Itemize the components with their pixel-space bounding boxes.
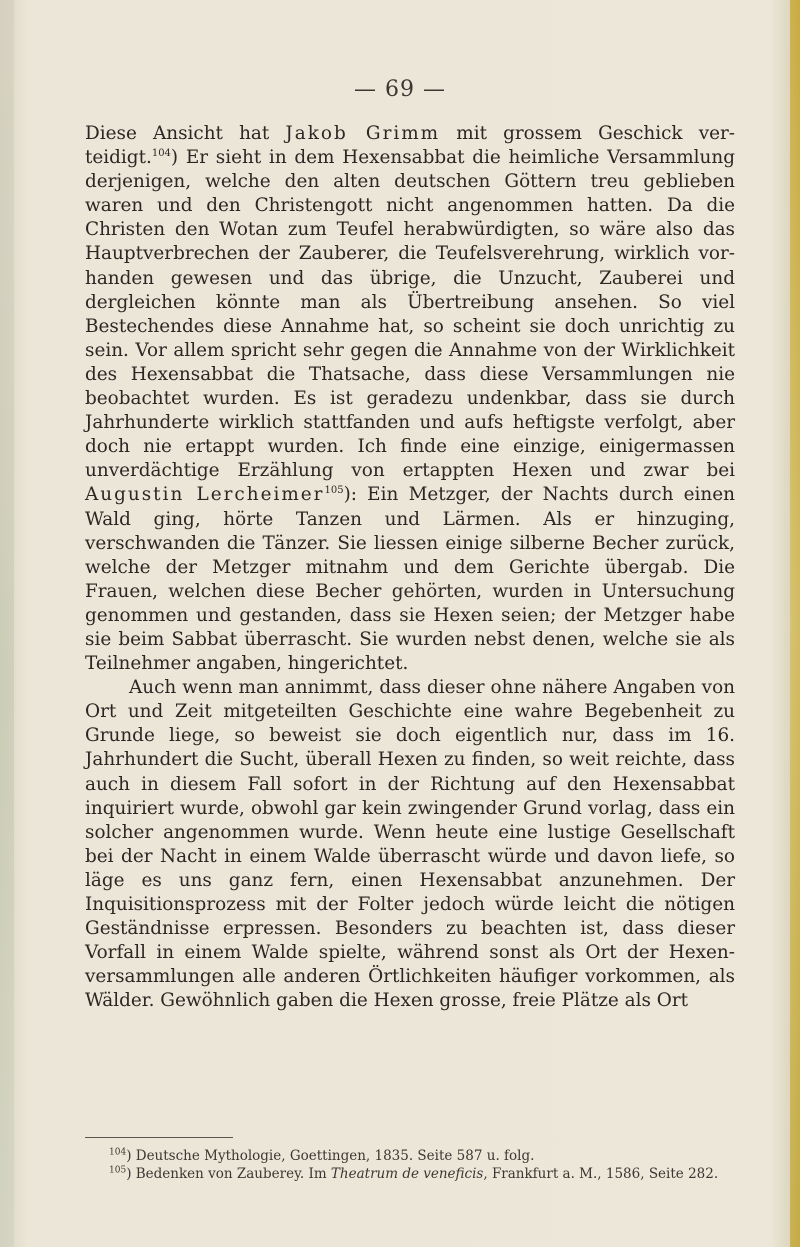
spaced-name: Jakob Grimm (285, 123, 441, 144)
page-number: — 69 — (354, 77, 446, 102)
spaced-name: Augustin Lercheimer (85, 484, 325, 506)
footnote-105 (85, 1165, 735, 1183)
footnote-text: ) Deutsche Mythologie, Goettingen, 1835. Seite 587 u. folg. (126, 1148, 535, 1164)
gilt-page-edge (790, 0, 800, 1247)
footnotes (85, 1147, 735, 1183)
footnote-number: 104 (109, 1147, 127, 1158)
paragraph-2 (85, 676, 735, 1013)
text-run: ): Ein Metzger, der Nachts durch einen Wald ging, hörte Tanzen und Lärmen. Als er hinzuging, verschwanden die Tänzer. Sie liessen einige silberne Becher zurück, welche der Metzger mitnahm und dem Gerichte übergab. Die Frauen, welchen diese Becher gehörten, wurden in Untersuchung genommen und gestanden, dass sie Hexen seien; der Metzger habe sie beim Sabbat überrascht. Sie wurden nebst denen, welche sie als Teilnehmer angaben, hingerichtet. (85, 484, 736, 675)
page-left-edge (0, 0, 14, 1247)
footnote-number: 105 (109, 1165, 127, 1176)
footnote-marker: 104 (151, 147, 171, 159)
text-run: Auch wenn man annimmt, dass dieser ohne nähere Angaben von Ort und Zeit mitgeteilten Geschichte eine wahre Begebenheit zu Grunde liege, so beweist sie doch eigentlich nur, dass im 16. Jahrhundert die Sucht, überall Hexen zu finden, so weit reichte, dass auch in diesem Fall sofort in der Richtung auf den Hexensabbat inquiriert wurde, obwohl gar kein zwingender Grund vorlag, dass ein solcher angenommen wurde. Wenn heute eine lustige Gesellschaft bei der Nacht in einem Walde überrascht würde und davon liefe, so läge es uns ganz fern, einen Hexensabbat anzunehmen. Der Inquisitionsprozess mit der Folter jedoch würde leicht die nötigen Geständnisse erpressen. Besonders zu beachten ist, dass dieser Vorfall in einem Walde spielte, während sonst als Ort der Hexenversammlungen alle anderen Örtlichkeiten häufiger vorkommen, als Wälder. Gewöhnlich gaben die Hexen grosse, freie Plätze als Ort (85, 677, 735, 1012)
footnote-104 (85, 1147, 735, 1165)
footnote-text: ) Bedenken von Zauberey. Im (126, 1166, 331, 1182)
paragraph-1 (85, 122, 735, 676)
footnote-marker: 105 (324, 485, 344, 497)
text-run: ) Er sieht in dem Hexensabbat die heimliche Versammlung derjenigen, welche den alten deutschen Göttern treu geblieben waren und den Christengott nicht angenommen hatten. Da die Christen den Wotan zum Teufel herabwürdigten, so wäre also das Hauptverbrechen der Zauberer, die Teufelsverehrung, wirklich vorhanden gewesen und das übrige, die Unzucht, Zauberei und dergleichen könnte man als Übertreibung ansehen. So viel Bestechendes diese Annahme hat, so scheint sie doch unrichtig zu sein. Vor allem spricht sehr gegen die Annahme von der Wirklichkeit des Hexensabbat die Thatsache, dass diese Versammlungen nie beobachtet wurden. Es ist geradezu undenkbar, dass sie durch Jahrhunderte wirklich stattfanden und aufs heftigste verfolgt, aber doch nie ertappt wurden. Ich finde eine einzige, einigermassen unverdächtige Erzählung von ertappten Hexen und zwar bei (85, 147, 735, 482)
text-run: Diese Ansicht hat (85, 123, 286, 144)
footnote-rule (85, 1137, 233, 1138)
text-run: mit grossem Geschick verteidigt. (85, 123, 735, 169)
footnote-title: Theatrum de veneficis (330, 1166, 484, 1182)
body-text (85, 122, 735, 1013)
footnote-text: , Frankfurt a. M., 1586, Seite 282. (483, 1166, 719, 1182)
